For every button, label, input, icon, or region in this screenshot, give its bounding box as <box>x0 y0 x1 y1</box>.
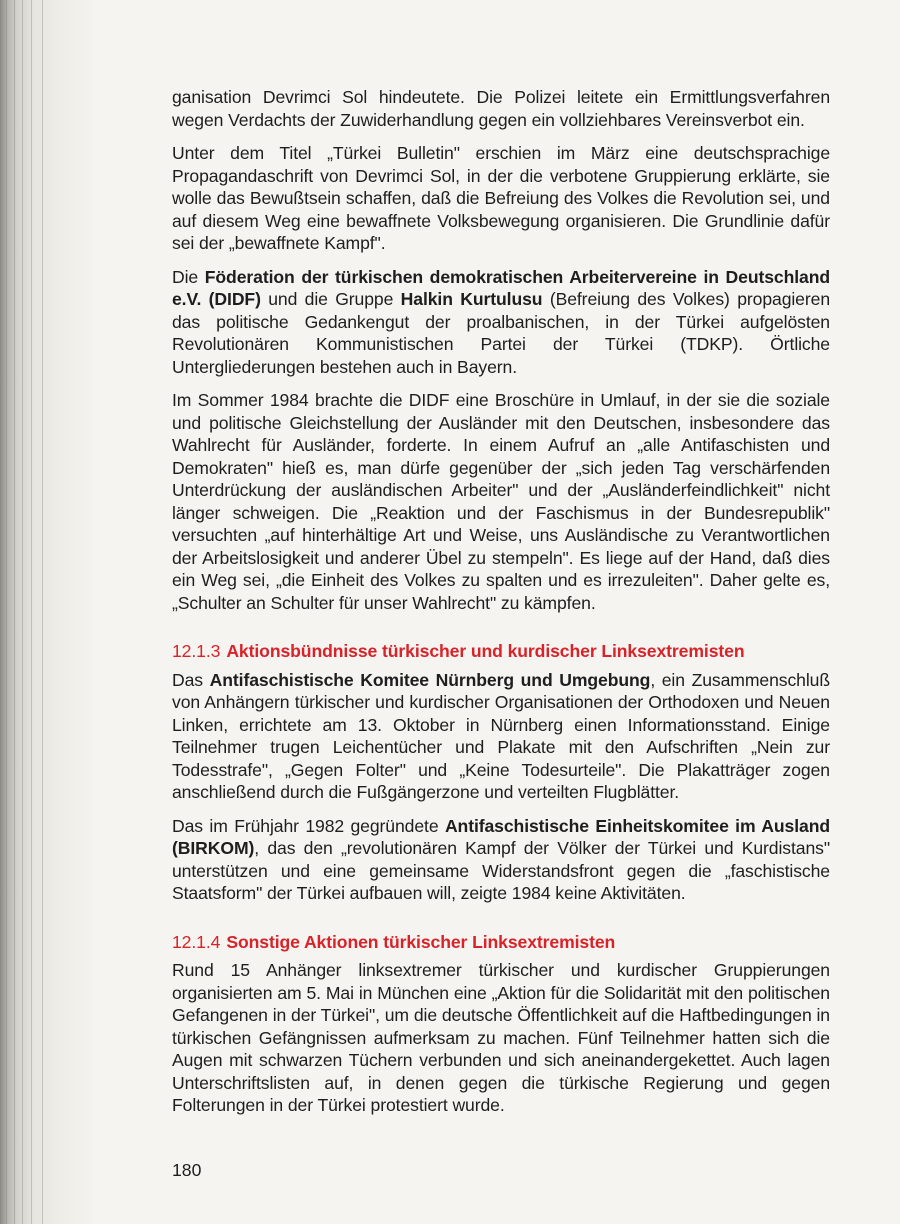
section-title: Sonstige Aktionen türkischer Linksextremisten <box>226 931 616 952</box>
paragraph-6-text-2: , das den „revolutionären Kampf der Völker der Türkei und Kurdistans" unterstützen und eine gemeinsame Widerstandsfront gegen die „faschistische Staatsform" der Türkei aufbauen will, zeigte 1984 keine Aktivitäten. <box>172 838 830 903</box>
paragraph-6 <box>172 815 830 905</box>
section-number: 12.1.4 <box>172 931 221 952</box>
paragraph-5-text-1: Das <box>172 669 210 690</box>
section-title: Aktionsbündnisse türkischer und kurdischer Linksextremisten <box>226 641 745 661</box>
paragraph-5 <box>172 669 830 804</box>
section-heading-12-1-3 <box>172 640 830 663</box>
document-body <box>172 86 830 1128</box>
paragraph-3-text-3: (Befreiung des Volkes) propagieren das politische Gedankengut der proalbanischen, in der Türkei aufgelösten Revolutionären Kommunistischen Partei der Türkei (TDKP). Örtliche Untergliederungen bestehen auch in Bayern. <box>172 289 830 377</box>
paragraph-5-text-2: , ein Zusammenschluß von Anhängern türkischer und kurdischer Organisationen der Orthodoxen und Neuen Linken, errichtete am 13. Oktober in Nürnberg einen Informationsstand. Einige Teilnehmer trugen Leichentücher und Plakate mit den Aufschriften „Nein zur Todesstrafe", „Gegen Folter" und „Keine Todesurteile". Die Plakatträger zogen anschließend durch die Fußgängerzone und verteilten Flugblätter. <box>172 669 830 802</box>
paragraph-7: Rund 15 Anhänger linksextremer türkischer und kurdischer Gruppierungen organisierten am 5. Mai in München eine „Aktion für die Solidarität mit den politischen Gefangenen in der Türkei", um die deutsche Öffentlichkeit auf die Haftbedingungen in türkischen Gefängnissen aufmerksam zu machen. Fünf Teilnehmer hatten sich die Augen mit schwarzen Tüchern verbunden und sich aneinandergekettet. Auch lagen Unterschriftslisten auf, in denen gegen die türkische Regierung und gegen Folterungen in der Türkei protestiert wurde. <box>172 960 830 1115</box>
paragraph-1: ganisation Devrimci Sol hindeutete. Die Polizei leitete ein Ermittlungsverfahren wegen Verdachts der Zuwiderhandlung gegen ein vollziehbares Vereinsverbot ein. <box>172 87 830 130</box>
paragraph-6-text-1: Das im Frühjahr 1982 gegründete <box>172 815 445 836</box>
paragraph-3-text-1: Die <box>172 266 205 287</box>
page-number: 180 <box>172 1160 202 1180</box>
birkom-name: Antifaschistische Einheitskomitee im Ausland (BIRKOM) <box>172 815 830 858</box>
paragraph-4: Im Sommer 1984 brachte die DIDF eine Broschüre in Umlauf, in der sie die soziale und politische Gleichstellung der Ausländer mit den Deutschen, insbesondere das Wahlrecht für Ausländer, forderte. In einem Aufruf an „alle Antifaschisten und Demokraten" hieß es, man dürfe gegenüber der „sich jeden Tag verschärfenden Unterdrückung der ausländischen Arbeiter" und der „Ausländerfeindlichkeit" nicht länger schweigen. Die „Reaktion und der Faschismus in der Bundesrepublik" versuchten „auf hinterhältige Art und Weise, uns Ausländische zu Verantwortlichen der Arbeitslosigkeit und anderer Übel zu stempeln". Es liege auf der Hand, daß dies ein Weg sei, „die Einheit des Volkes zu spalten und es irrezuleiten". Daher gelte es, „Schulter an Schulter für unser Wahlrecht" zu kämpfen. <box>172 390 830 613</box>
section-number: 12.1.3 <box>172 641 221 661</box>
paragraph-3 <box>172 266 830 379</box>
book-page-edge <box>0 0 92 1224</box>
paragraph-3-text-2: und die Gruppe <box>260 289 401 309</box>
antifa-komitee-nuernberg-name: Antifaschistische Komitee Nürnberg und Umgebung <box>209 669 651 690</box>
halkin-kurtulusu-name: Halkin Kurtulusu <box>400 289 543 309</box>
paragraph-2: Unter dem Titel „Türkei Bulletin" erschien im März eine deutschsprachige Propagandaschrift von Devrimci Sol, in der die verbotene Gruppierung erklärte, sie wolle das Bewußtsein schaffen, daß die Befreiung des Volkes die Revolution sei, und auf diesem Weg eine bewaffnete Volksbewegung organisieren. Die Grundlinie dafür sei der „bewaffnete Kampf". <box>172 143 830 253</box>
didf-name: Föderation der türkischen demokratischen Arbeitervereine in Deutschland e.V. (DIDF) <box>172 266 831 309</box>
section-heading-12-1-4 <box>172 931 830 954</box>
